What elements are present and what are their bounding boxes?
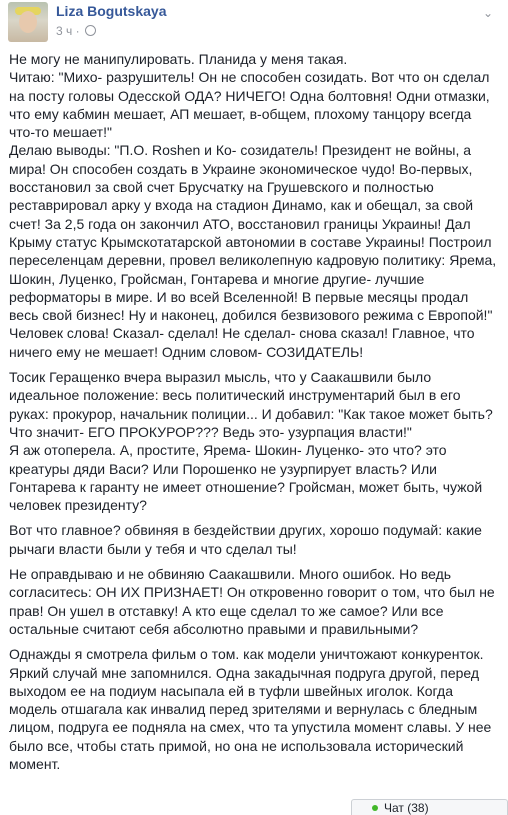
author-name[interactable]: Liza Bogutskaya xyxy=(56,3,167,19)
chat-label: Чат (38) xyxy=(384,801,429,815)
post-paragraph: Тосик Геращенко вчера выразил мысль, что у Саакашвили было идеальное положение: весь политический инструментарий был в его руках: прокурор, начальник полиции... И добавил: "Как такое может быть? Что значит- ЕГО ПРОКУРОР??? Ведь это- узурпация власти!" Я аж отоперела. А, простите, Ярема- Шокин- Луценко- это что? это креатуры дяди Васи? Или Порошенко не узурпирует власть? Или Гонтарева к гаранту не имеет отношение? Гройсман, может быть, чужой человек президенту? xyxy=(9,369,493,514)
post-paragraph: Не оправдываю и не обвиняю Саакашвили. Много ошибок. Но ведь согласитесь: ОН ИХ ПРИЗНАЕТ! Он откровенно говорит о том, что был не прав! Он ушел в отставку! А кто еще сделал то же самое? Или все остальные считают себя абсолютно правыми и правильными? xyxy=(9,566,495,637)
post-timestamp[interactable]: 3 ч xyxy=(56,24,73,38)
avatar[interactable] xyxy=(8,2,48,42)
avatar-face xyxy=(19,11,37,33)
globe-icon[interactable] xyxy=(85,25,96,36)
online-dot-icon xyxy=(372,805,378,811)
post-paragraph: Вот что главное? обвиняя в бездействии других, хорошо подумай: какие рычаги власти были у тебя и что сделал ты! xyxy=(9,522,482,557)
chevron-down-icon[interactable]: ⌄ xyxy=(482,6,494,20)
post-header xyxy=(0,0,508,40)
post-paragraph: Однажды я смотрела фильм о том. как модели уничтожают конкуренток. Яркий случай мне запомнился. Одна закадычная подруга другой, перед выходом ее на подиум насыпала ей в туфли швейных иголок. Когда модель отшагала как инвалид перед зрителями и вернулась с бледным лицом, подруга ее подняла на смех, что та упустила момент славы. У нее было все, чтобы стать примой, но она не использовала исторический момент. xyxy=(9,646,492,772)
post-body xyxy=(9,50,501,780)
post-paragraph: Не могу не манипулировать. Планида у меня такая. Читаю: "Михо- разрушитель! Он не способен созидать. Вот что он сделал на посту головы Одесской ОДА? НИЧЕГО! Одна болтовня! Одни отмазки, что ему кабмин мешает, АП мешает, в-общем, плохому танцору всегда что-то мешает!" Делаю выводы: "П.О. Roshen и Ко- созидатель! Президент не войны, а мира! Он способен создать в Украине экономическое чудо! Во-первых, восстановил за свой счет Брусчатку на Грушевского и полностью реставрировал арку у входа на стадион Динамо, как и обещал, за свой счет! За 2,5 года он закончил АТО, восстановил границы Украины! Дал Крыму статус Крымскотатарской автономии в составе Украины! Построил переселенцам деревни, провел великолепную кадровую политику: Ярема, Шокин, Луценко, Гройсман, Гонтарева и многие другие- лучшие реформаторы в мире. И во всей Вселенной! В первые месяцы продал весь свой бизнес! Ну и наконец, добился безвизового режима с Европой!" Человек слова! Сказал- сделал! Не сделал- снова сказал! Главное, что ничего ему не мешает! Одним словом- СОЗИДАТЕЛЬ! xyxy=(9,51,497,360)
post-meta: 3 ч · xyxy=(56,24,96,38)
chat-tab[interactable] xyxy=(351,799,508,815)
